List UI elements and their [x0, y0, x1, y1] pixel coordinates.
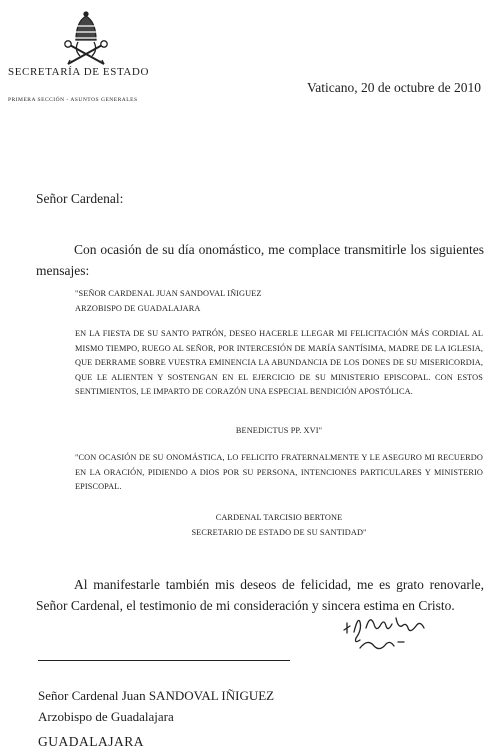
recipient-title: Arzobispo de Guadalajara	[38, 709, 174, 724]
divider-line	[38, 660, 290, 661]
message1-address-line2: ARZOBISPO DE GUADALAJARA	[75, 303, 201, 313]
section-name: PRIMERA SECCIÓN - ASUNTOS GENERALES	[8, 97, 138, 103]
organization-name: SECRETARÍA DE ESTADO	[8, 66, 150, 78]
message2-signature-line1: CARDENAL TARCISIO BERTONE	[215, 513, 343, 522]
recipient-city: GUADALAJARA	[38, 734, 144, 749]
date-line: Vaticano, 20 de octubre de 2010	[307, 80, 481, 95]
message2-signature-line2: SECRETARIO DE ESTADO DE SU SANTIDAD"	[191, 527, 367, 537]
papal-coat-of-arms-icon	[62, 10, 110, 66]
message2-body: "CON OCASIÓN DE SU ONOMÁSTICA, LO FELICITO FRATERNALMENTE Y LE ASEGURO MI RECUERDO EN LA ORACIÓN, PIDIENDO A DIOS POR SU PERSONA, INTENCIONES PARTICULARES Y MINISTERIO EPISCOPAL.	[75, 453, 483, 491]
recipient-block	[38, 685, 274, 727]
intro-paragraph: Con ocasión de su día onomástico, me complace transmitirle los siguientes mensajes:	[36, 242, 484, 278]
message2-signature	[75, 511, 483, 540]
salutation: Señor Cardenal:	[36, 191, 124, 206]
closing-paragraph: Al manifestarle también mis deseos de felicidad, me es grato renovarle, Señor Cardenal, el testimonio de mi consideración y sincera estima en Cristo.	[36, 577, 484, 613]
handwritten-signature	[340, 608, 440, 658]
message1-signature: BENEDICTUS PP. XVI"	[235, 426, 323, 435]
message1-address-line1: "SEÑOR CARDENAL JUAN SANDOVAL IÑIGUEZ	[75, 289, 262, 298]
recipient-name: Señor Cardenal Juan SANDOVAL IÑIGUEZ	[38, 688, 275, 703]
message1-address	[75, 287, 262, 316]
message1-body: EN LA FIESTA DE SU SANTO PATRÓN, DESEO HACERLE LLEGAR MI FELICITACIÓN MÁS CORDIAL AL MISMO TIEMPO, RUEGO AL SEÑOR, POR INTERCESIÓN DE MARÍA SANTÍSIMA, MADRE DE LA IGLESIA, QUE DERRAME SOBRE VUESTRA EMINENCIA LA ABUNDANCIA DE LOS DONES DE SU MISERICORDIA, QUE LE ALIENTEN Y SOSTENGAN EN EL EJERCICIO DE SU MINISTERIO EPISCOPAL. CON ESTOS SENTIMIENTOS, LE IMPARTO DE CORAZÓN UNA ESPECIAL BENDICIÓN APOSTÓLICA.	[75, 329, 483, 396]
